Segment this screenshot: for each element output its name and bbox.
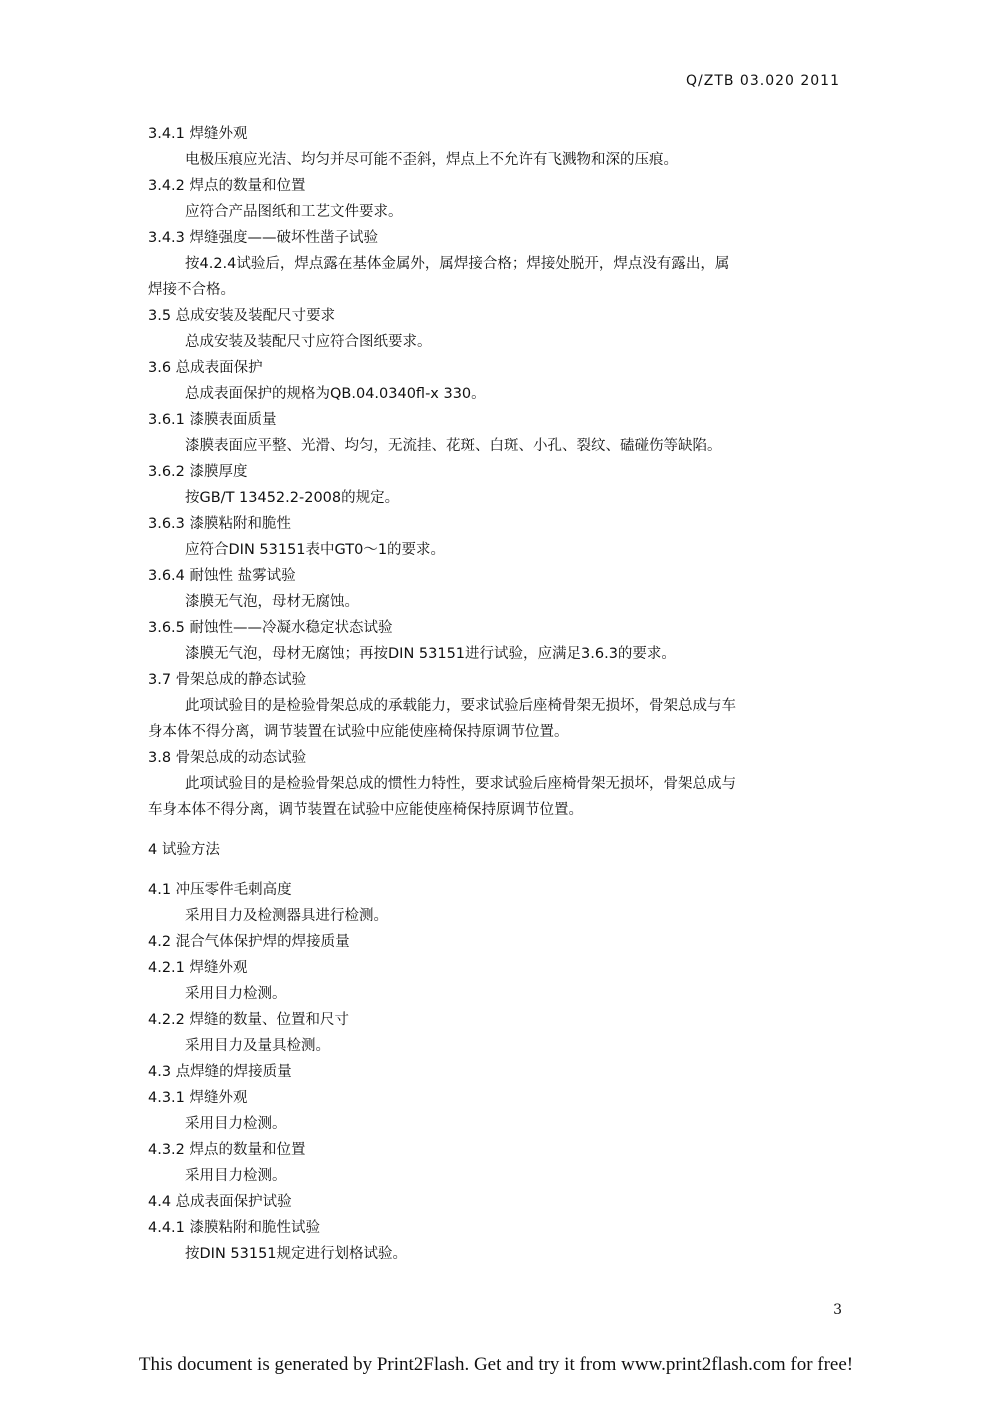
paragraph-line: 漆膜无气泡，母材无腐蚀。 <box>185 594 359 610</box>
paragraph-line: 漆膜表面应平整、光滑、均匀，无流挂、花斑、白斑、小孔、裂纹、磕碰伤等缺陷。 <box>185 438 722 454</box>
paragraph-line: 按4.2.4试验后，焊点露在基体金属外，属焊接合格；焊接处脱开，焊点没有露出，属 <box>185 256 730 272</box>
section-heading: 4.2.2 焊缝的数量、位置和尺寸 <box>148 1012 350 1028</box>
page-number: 3 <box>833 1302 842 1318</box>
paragraph-line: 此项试验目的是检验骨架总成的承载能力，要求试验后座椅骨架无损坏，骨架总成与车 <box>185 698 736 714</box>
paragraph-line: 身本体不得分离，调节装置在试验中应能使座椅保持原调节位置。 <box>148 724 569 740</box>
section-heading: 3.6.3 漆膜粘附和脆性 <box>148 516 292 532</box>
section-heading: 3.6.1 漆膜表面质量 <box>148 412 277 428</box>
paragraph-line: 总成安装及装配尺寸应符合图纸要求。 <box>185 334 432 350</box>
paragraph-line: 按DIN 53151规定进行划格试验。 <box>185 1246 408 1262</box>
section-heading: 3.4.1 焊缝外观 <box>148 126 248 142</box>
section-heading: 3.7 骨架总成的静态试验 <box>148 672 307 688</box>
section-heading: 4.3.2 焊点的数量和位置 <box>148 1142 306 1158</box>
paragraph-line: 采用目力检测。 <box>185 1168 287 1184</box>
section-heading: 3.4.3 焊缝强度——破坏性凿子试验 <box>148 230 379 246</box>
paragraph-line: 应符合产品图纸和工艺文件要求。 <box>185 204 403 220</box>
paragraph-line: 采用目力及量具检测。 <box>185 1038 330 1054</box>
section-heading: 4.2.1 焊缝外观 <box>148 960 248 976</box>
paragraph-line: 车身本体不得分离，调节装置在试验中应能使座椅保持原调节位置。 <box>148 802 583 818</box>
paragraph-line: 总成表面保护的规格为QB.04.0340fl-x 330。 <box>185 386 486 402</box>
section-heading: 3.5 总成安装及装配尺寸要求 <box>148 308 336 324</box>
paragraph-line: 电极压痕应光洁、均匀并尽可能不歪斜，焊点上不允许有飞溅物和深的压痕。 <box>185 152 678 168</box>
paragraph-line: 采用目力检测。 <box>185 986 287 1002</box>
print2flash-footer: This document is generated by Print2Flash. Get and try it from www.print2flash.com for free! <box>138 1354 854 1375</box>
section-gap <box>148 823 848 837</box>
section-heading: 4.4 总成表面保护试验 <box>148 1194 292 1210</box>
document-code: Q/ZTB 03.020 2011 <box>686 73 840 89</box>
section-heading: 4.3 点焊缝的焊接质量 <box>148 1064 292 1080</box>
paragraph-line: 按GB/T 13452.2-2008的规定。 <box>185 490 400 506</box>
section-heading: 4.1 冲压零件毛刺高度 <box>148 882 292 898</box>
section-heading: 3.6.5 耐蚀性——冷凝水稳定状态试验 <box>148 620 393 636</box>
section-heading: 4 试验方法 <box>148 842 220 858</box>
section-heading: 3.6 总成表面保护 <box>148 360 263 376</box>
paragraph-line: 采用目力及检测器具进行检测。 <box>185 908 388 924</box>
section-gap <box>148 863 848 877</box>
paragraph-line: 应符合DIN 53151表中GT0～1的要求。 <box>185 542 446 558</box>
paragraph-line: 此项试验目的是检验骨架总成的惯性力特性，要求试验后座椅骨架无损坏，骨架总成与 <box>185 776 736 792</box>
section-heading: 4.4.1 漆膜粘附和脆性试验 <box>148 1220 321 1236</box>
paragraph-line: 焊接不合格。 <box>148 282 235 298</box>
section-heading: 3.6.2 漆膜厚度 <box>148 464 248 480</box>
paragraph-line: 采用目力检测。 <box>185 1116 287 1132</box>
document-body <box>148 121 848 1267</box>
section-heading: 4.3.1 焊缝外观 <box>148 1090 248 1106</box>
section-heading: 3.4.2 焊点的数量和位置 <box>148 178 306 194</box>
section-heading: 3.6.4 耐蚀性 盐雾试验 <box>148 568 296 584</box>
paragraph-line: 漆膜无气泡，母材无腐蚀；再按DIN 53151进行试验，应满足3.6.3的要求。 <box>185 646 676 662</box>
section-heading: 3.8 骨架总成的动态试验 <box>148 750 307 766</box>
section-heading: 4.2 混合气体保护焊的焊接质量 <box>148 934 350 950</box>
